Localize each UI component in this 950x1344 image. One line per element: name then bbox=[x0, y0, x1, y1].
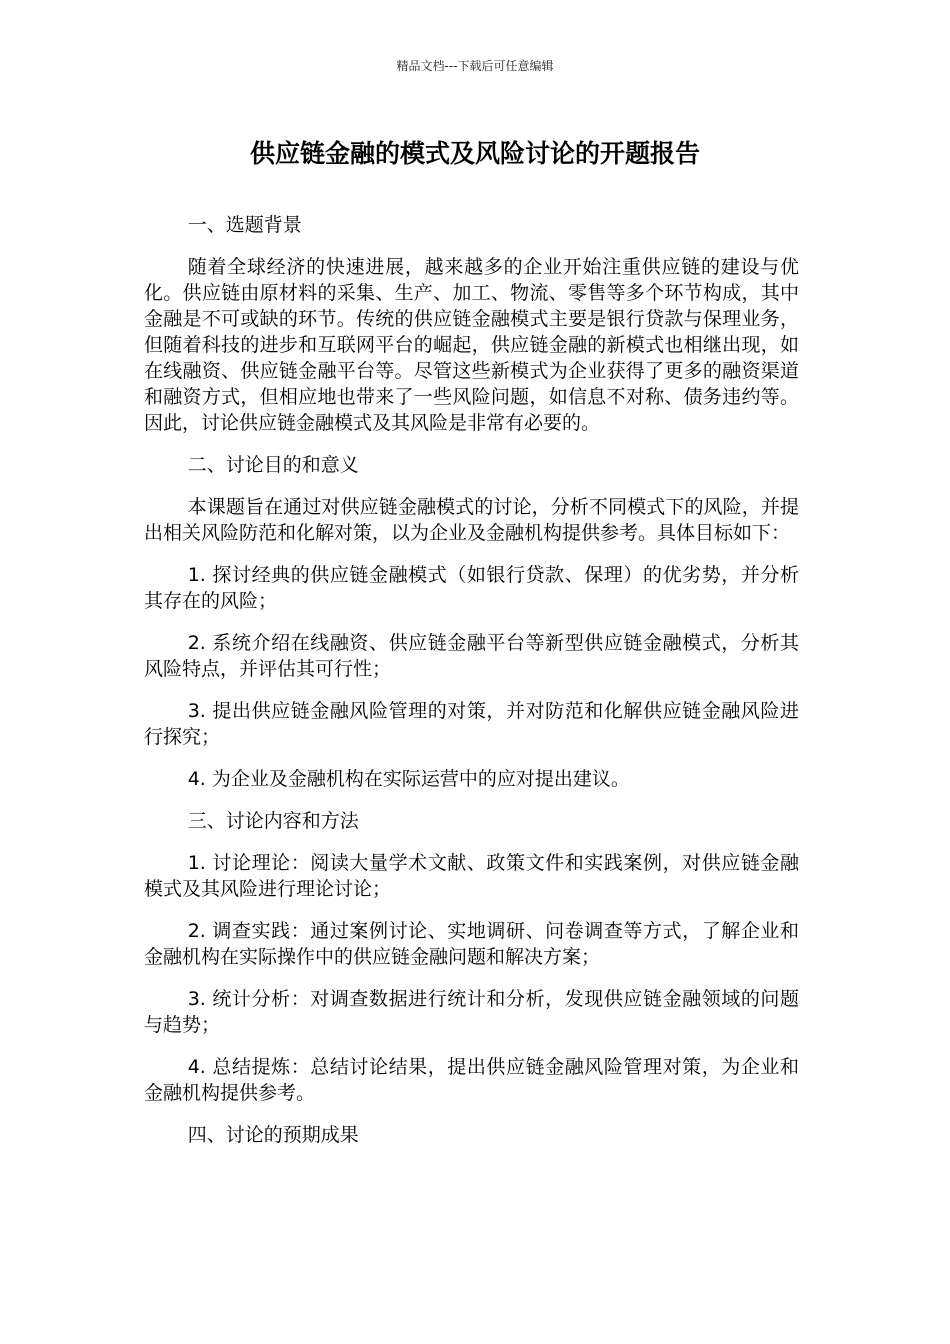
list-item-goal-3: 3. 提出供应链金融风险管理的对策，并对防范和化解供应链金融风险进行探究； bbox=[144, 700, 799, 748]
document-title: 供应链金融的模式及风险讨论的开题报告 bbox=[249, 139, 700, 168]
list-item-goal-1: 1. 探讨经典的供应链金融模式（如银行贷款、保理）的优劣势，并分析其存在的风险； bbox=[144, 564, 799, 612]
section-heading-purpose: 二、讨论目的和意义 bbox=[187, 454, 359, 476]
paragraph-purpose: 本课题旨在通过对供应链金融模式的讨论，分析不同模式下的风险，并提出相关风险防范和化解对策，以为企业及金融机构提供参考。具体目标如下： bbox=[144, 496, 799, 544]
list-item-method-4: 4. 总结提炼：总结讨论结果，提出供应链金融风险管理对策，为企业和金融机构提供参考。 bbox=[144, 1056, 799, 1104]
section-heading-methods: 三、讨论内容和方法 bbox=[187, 810, 359, 832]
section-heading-background: 一、选题背景 bbox=[187, 214, 302, 236]
list-item-goal-2: 2. 系统介绍在线融资、供应链金融平台等新型供应链金融模式，分析其风险特点，并评估其可行性； bbox=[144, 632, 799, 680]
page-header-note: 精品文档---下载后可任意编辑 bbox=[396, 59, 554, 73]
document-body bbox=[144, 212, 799, 1164]
list-item-method-3: 3. 统计分析：对调查数据进行统计和分析，发现供应链金融领域的问题与趋势； bbox=[144, 988, 799, 1036]
section-heading-outcomes: 四、讨论的预期成果 bbox=[187, 1124, 359, 1146]
list-item-method-2: 2. 调查实践：通过案例讨论、实地调研、问卷调查等方式，了解企业和金融机构在实际操作中的供应链金融问题和解决方案； bbox=[144, 920, 799, 968]
paragraph-background: 随着全球经济的快速进展，越来越多的企业开始注重供应链的建设与优化。供应链由原材料的采集、生产、加工、物流、零售等多个环节构成，其中金融是不可或缺的环节。传统的供应链金融模式主要是银行贷款与保理业务，但随着科技的进步和互联网平台的崛起，供应链金融的新模式也相继出现，如在线融资、供应链金融平台等。尽管这些新模式为企业获得了更多的融资渠道和融资方式，但相应地也带来了一些风险问题，如信息不对称、债务违约等。因此，讨论供应链金融模式及其风险是非常有必要的。 bbox=[144, 256, 799, 434]
list-item-method-1: 1. 讨论理论：阅读大量学术文献、政策文件和实践案例，对供应链金融模式及其风险进行理论讨论； bbox=[144, 852, 799, 900]
list-item-goal-4: 4. 为企业及金融机构在实际运营中的应对提出建议。 bbox=[187, 768, 630, 790]
